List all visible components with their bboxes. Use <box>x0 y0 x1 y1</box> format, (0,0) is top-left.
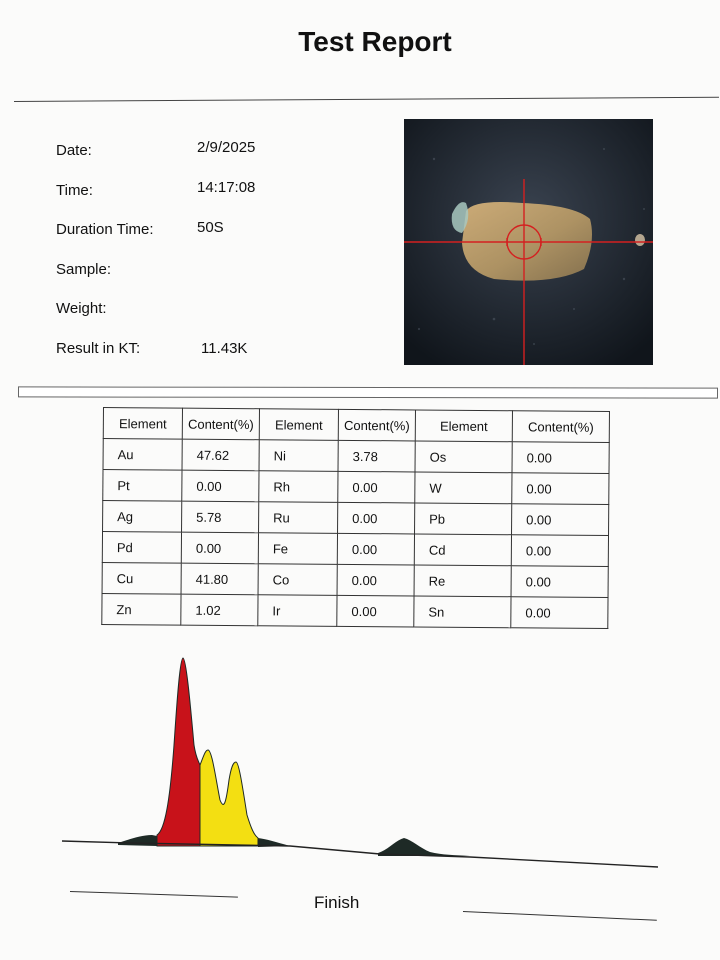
duration-label: Duration Time: <box>56 221 154 238</box>
element-cell: Ru <box>259 502 338 534</box>
table-row <box>103 470 609 505</box>
result-value: 11.43K <box>201 340 248 357</box>
table-row <box>103 439 609 474</box>
element-cell: Co <box>258 564 337 596</box>
report-title: Test Report <box>298 26 452 57</box>
spectrum-small-peak <box>378 838 470 856</box>
content-cell: 1.02 <box>181 594 258 626</box>
content-cell: 0.00 <box>512 473 609 505</box>
content-cell: 0.00 <box>182 470 259 502</box>
duration-value: 50S <box>197 219 224 236</box>
element-cell: Ir <box>258 595 337 627</box>
section-divider <box>18 386 718 398</box>
content-cell: 5.78 <box>182 501 259 533</box>
sample-photo-image <box>404 119 653 365</box>
element-cell: Cu <box>102 562 181 594</box>
element-table <box>101 407 610 629</box>
weight-label: Weight: <box>56 300 107 317</box>
header-content-1: Content(%) <box>182 408 259 440</box>
content-cell: 0.00 <box>511 566 608 598</box>
element-cell: Rh <box>259 471 338 503</box>
element-cell: Pt <box>103 470 182 502</box>
element-cell: Au <box>103 439 182 471</box>
element-cell: Ag <box>103 501 182 533</box>
table-row <box>102 562 608 597</box>
content-cell: 0.00 <box>338 471 415 503</box>
top-divider <box>14 97 719 102</box>
finish-label: Finish <box>314 893 360 912</box>
sample-label: Sample: <box>56 261 112 278</box>
result-label: Result in KT: <box>56 340 141 357</box>
header-content-3: Content(%) <box>512 411 609 443</box>
content-cell: 0.00 <box>337 533 414 565</box>
spectrum-yellow-peaks <box>200 750 258 846</box>
spectrum-red-peak <box>157 658 200 846</box>
header-element-2: Element <box>259 409 338 441</box>
table-header-row <box>103 408 609 443</box>
content-cell: 0.00 <box>512 442 609 474</box>
table-row <box>102 532 608 567</box>
element-cell: Cd <box>414 534 511 566</box>
element-cell: Fe <box>258 533 337 565</box>
signature-line-right <box>463 911 657 921</box>
element-cell: Re <box>414 565 511 597</box>
content-cell: 0.00 <box>512 504 609 536</box>
content-cell: 0.00 <box>511 597 608 629</box>
table-row <box>102 593 608 628</box>
element-cell: W <box>415 472 512 504</box>
date-value: 2/9/2025 <box>197 139 256 156</box>
signature-line-left <box>70 891 238 898</box>
header-content-2: Content(%) <box>338 409 415 441</box>
content-cell: 41.80 <box>181 563 258 595</box>
element-cell: Ni <box>259 440 338 472</box>
time-value: 14:17:08 <box>197 179 256 196</box>
content-cell: 0.00 <box>337 595 414 627</box>
content-cell: 0.00 <box>337 564 414 596</box>
time-label: Time: <box>56 182 93 199</box>
header-element-3: Element <box>415 410 512 442</box>
content-cell: 3.78 <box>338 440 415 472</box>
header-element-1: Element <box>103 408 182 440</box>
content-cell: 47.62 <box>182 439 259 471</box>
sample-photo <box>404 119 653 365</box>
element-cell: Sn <box>414 596 511 628</box>
date-label: Date: <box>56 142 92 159</box>
content-cell: 0.00 <box>511 535 608 567</box>
content-cell: 0.00 <box>338 502 415 534</box>
element-cell: Pd <box>102 532 181 564</box>
spectrum-left-dark-foot <box>118 835 157 846</box>
element-cell: Os <box>415 441 512 473</box>
element-cell: Pb <box>415 503 512 535</box>
element-cell: Zn <box>102 593 181 625</box>
content-cell: 0.00 <box>181 532 258 564</box>
spectrum-chart <box>0 640 720 890</box>
table-row <box>103 501 609 536</box>
